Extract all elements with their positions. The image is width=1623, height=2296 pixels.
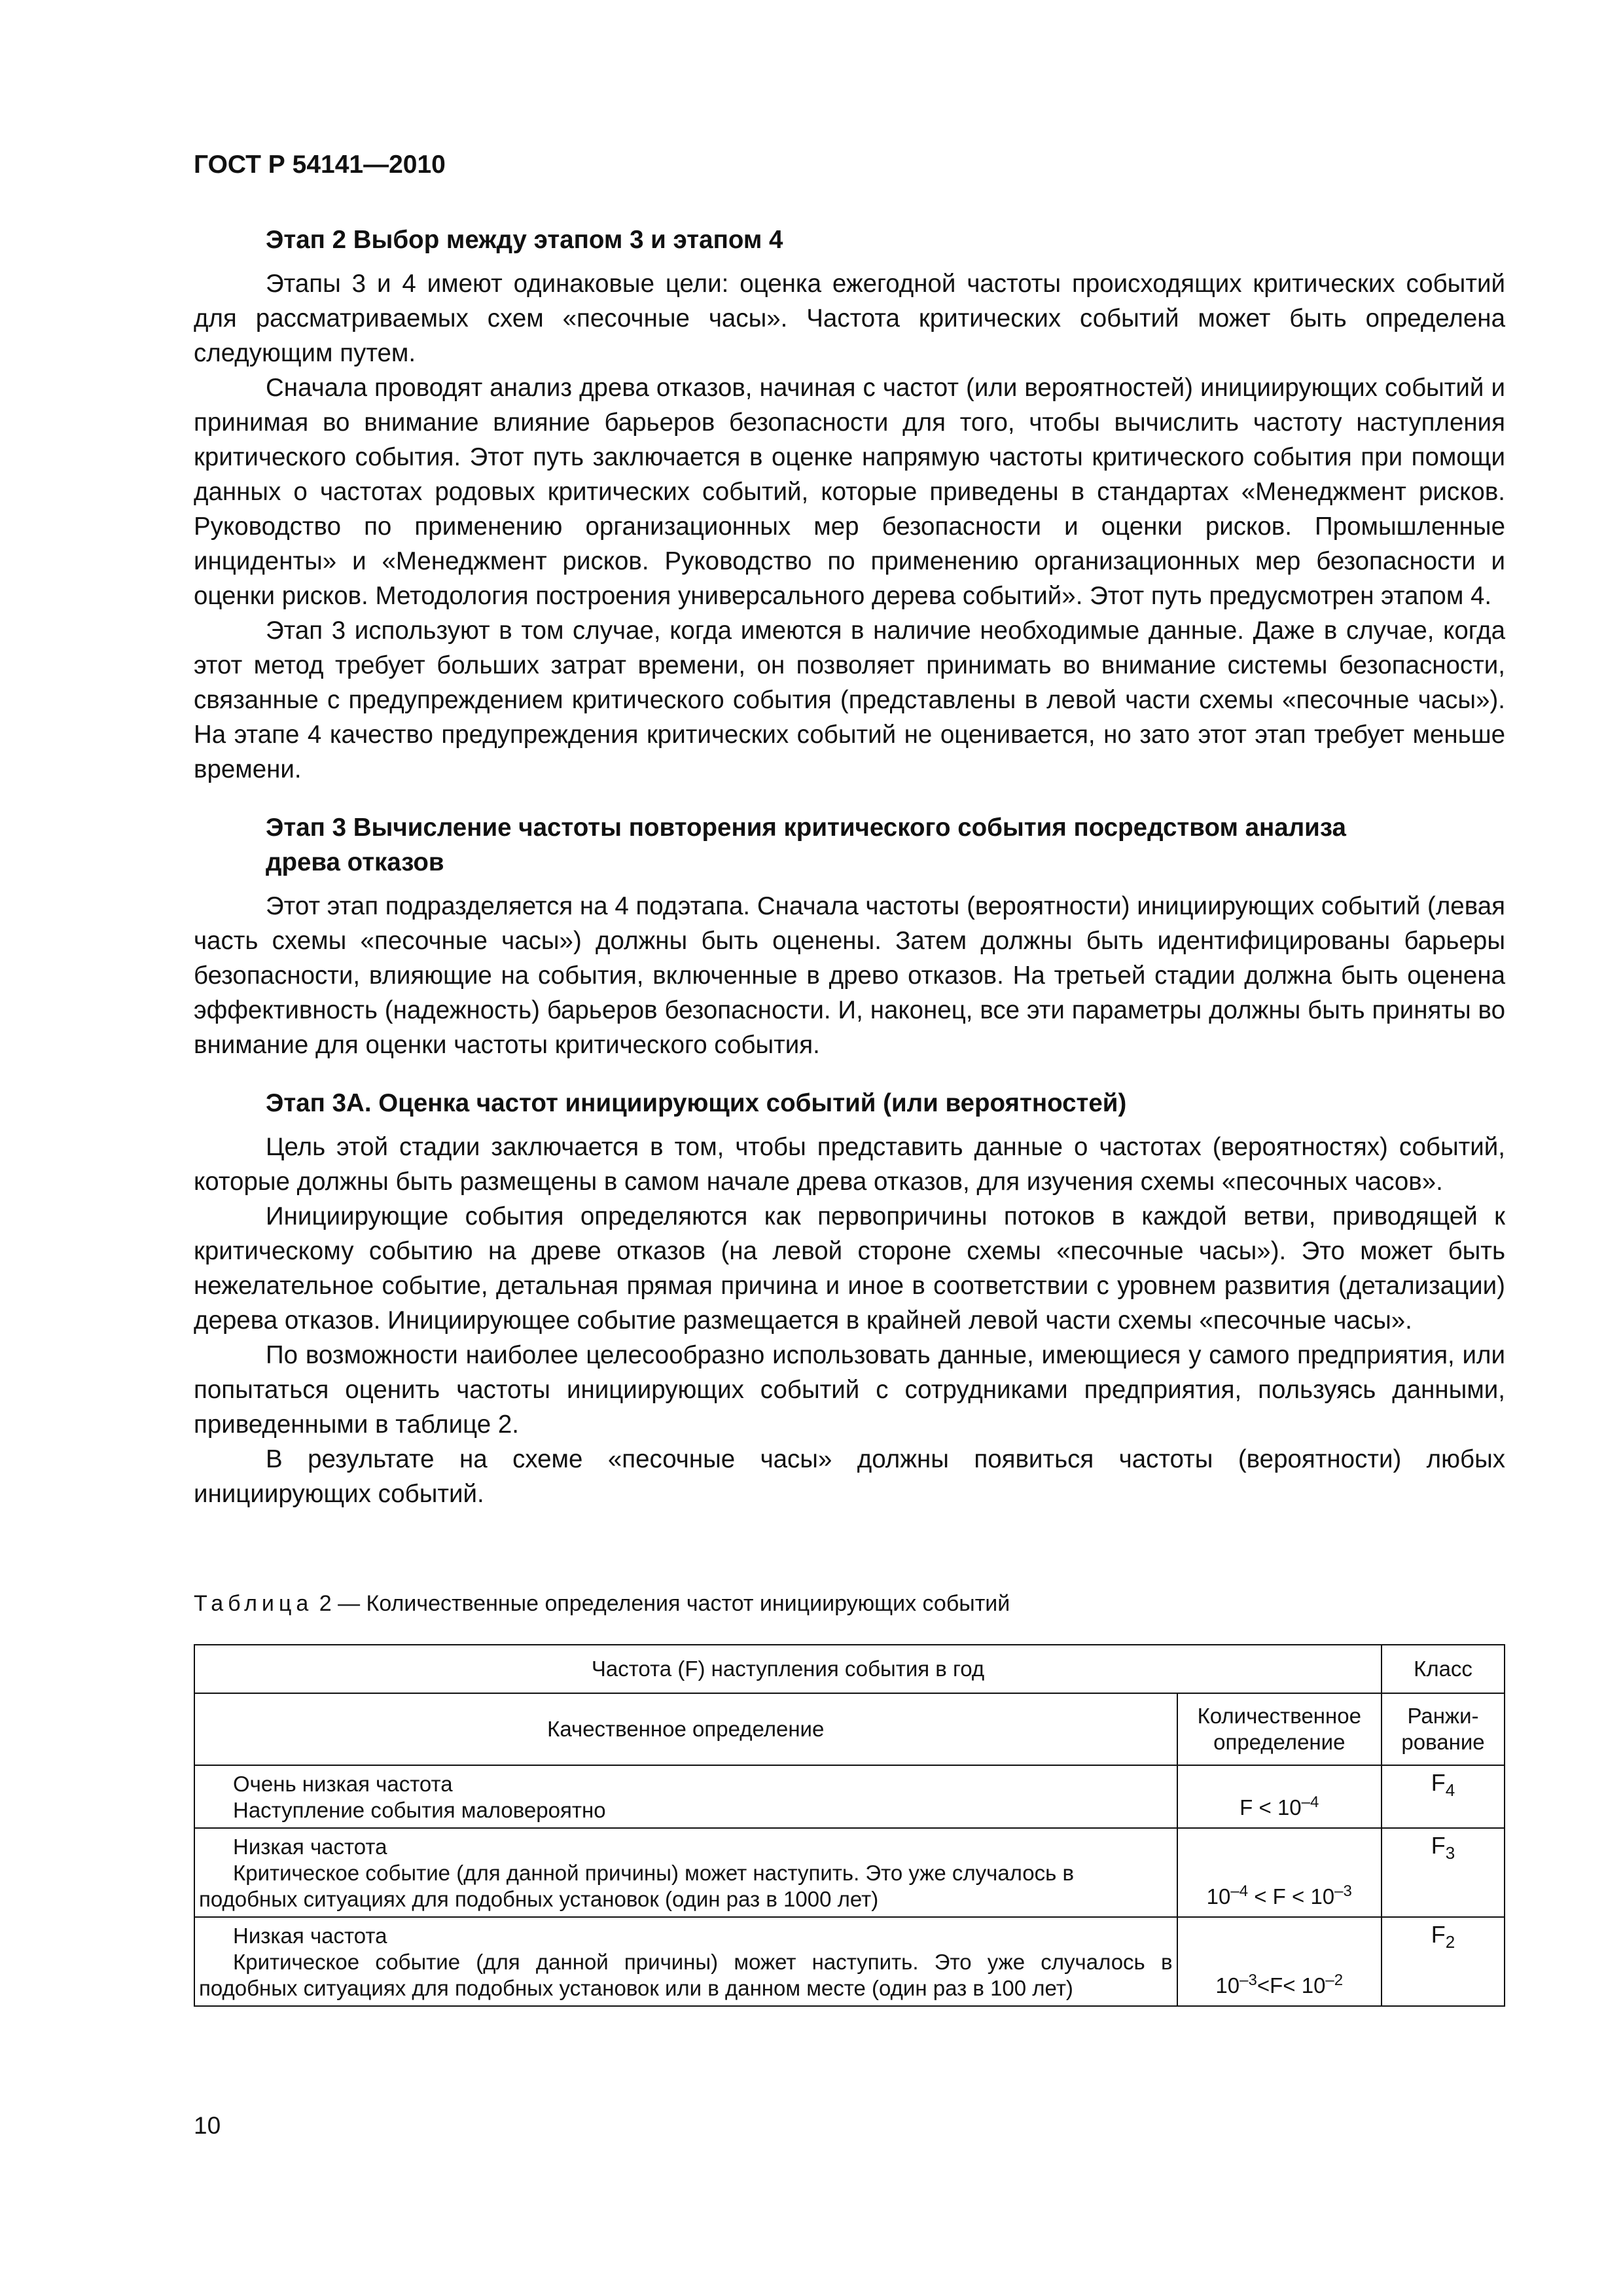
qualitative-cell	[194, 1828, 1177, 1917]
row-title: Очень низкая частота	[233, 1772, 453, 1796]
paragraph: Этап 3 используют в том случае, когда имеются в наличие необходимые данные. Даже в случае, когда этот метод требует больших затрат времени, он позволяет принимать во внимание системы безопасности, связанные с предупреждением критического события (представлены в левой части схемы «песочные часы»). На этапе 4 качество предупреждения критических событий не оценивается, но зато этот этап требует меньше времени.	[194, 617, 1505, 783]
section-heading-stage-3a	[194, 1086, 1505, 1121]
paragraph: Инициирующие события определяются как первопричины потоков в каждой ветви, приводящей к критическому событию на древе отказов (на левой стороне схемы «песочные часы»). Это может быть нежелательное событие, детальная прямая причина и иное в соответствии с уровнем развития (детализации) дерева отказов. Инициирующее событие размещается в крайней левой части схемы «песочные часы».	[194, 1202, 1505, 1335]
table-caption	[194, 1590, 1010, 1617]
document-page	[194, 0, 1505, 2296]
header-quantitative	[1177, 1693, 1382, 1765]
qualitative-cell	[194, 1917, 1177, 2006]
table-header-row	[194, 1645, 1505, 1693]
paragraph: Этот этап подразделяется на 4 подэтапа. Сначала частоты (вероятности) инициирующих событий (левая часть схемы «песочные часы») должны быть оценены. Затем должны быть идентифицированы барьеры безопасности, влияющие на события, включенные в древо отказов. На третьей стадии должна быть оценена эффективность (надежность) барьеров безопасности. И, наконец, все эти параметры должны быть приняты во внимание для оценки частоты критического события.	[194, 892, 1505, 1059]
heading-line: Этап 3А. Оценка частот инициирующих событий (или вероятностей)	[266, 1089, 1127, 1117]
paragraph: Цель этой стадии заключается в том, чтобы представить данные о частотах (вероятностях) событий, которые должны быть размещены в самом начале древа отказов, для изучения схемы «песочных часов».	[194, 1133, 1505, 1196]
row-title: Низкая частота	[233, 1924, 387, 1948]
table-row	[194, 1828, 1505, 1917]
document-body	[194, 223, 1505, 1511]
table-subheader-row	[194, 1693, 1505, 1765]
paragraph: Этапы 3 и 4 имеют одинаковые цели: оценка ежегодной частоты происходящих критических событий для рассматриваемых схем «песочные часы». Частота критических событий может быть определена следующим путем.	[194, 270, 1505, 367]
section-heading-stage-3	[194, 810, 1505, 880]
table-row	[194, 1917, 1505, 2006]
row-description: Критическое событие (для данной причины) может наступить. Это уже случалось в подобных ситуациях для подобных установок или в данном месте (один раз в 100 лет)	[199, 1950, 1173, 2000]
paragraph: Сначала проводят анализ древа отказов, начиная с частот (или вероятностей) инициирующих событий и принимая во внимание влияние барьеров безопасности для того, чтобы вычислить частоту наступления критического события. Этот путь заключается в оценке напрямую частоты критического события при помощи данных о частотах родовых критических событий, которые приведены в стандартах «Менеджмент рисков. Руководство по применению организационных мер безопасности и оценки рисков. Промышленные инциденты» и «Менеджмент рисков. Руководство по применению организационных мер безопасности и оценки рисков. Методология построения универсального дерева событий». Этот путь предусмотрен этапом 4.	[194, 374, 1505, 610]
page-number: 10	[194, 2112, 221, 2139]
frequency-table	[194, 1644, 1505, 2007]
header-quantitative-line: Количественное	[1197, 1704, 1361, 1728]
class-cell: $F_4$	[1382, 1765, 1505, 1828]
table-caption-text: 2 — Количественные определения частот инициирующих событий	[313, 1591, 1010, 1616]
table-caption-label: Таблица	[194, 1591, 313, 1616]
header-quantitative-line: определение	[1213, 1730, 1346, 1754]
quantitative-cell: $F < 10^{-4}$	[1177, 1765, 1382, 1828]
row-title: Низкая частота	[233, 1835, 387, 1859]
quantitative-cell: $10^{-4} < F < 10^{-3}$	[1177, 1828, 1382, 1917]
document-id: ГОСТ Р 54141—2010	[194, 151, 446, 179]
row-description: Наступление события маловероятно	[233, 1798, 606, 1822]
paragraph: По возможности наиболее целесообразно использовать данные, имеющиеся у самого предприятия, или попытаться оценить частоты инициирующих событий с сотрудниками предприятия, пользуясь данными, приведенными в таблице 2.	[194, 1341, 1505, 1439]
table-row	[194, 1765, 1505, 1828]
header-ranking-line: Ранжи-	[1407, 1704, 1479, 1728]
heading-line: Этап 3 Вычисление частоты повторения критического события посредством анализа	[266, 814, 1346, 842]
heading-line: древа отказов	[266, 848, 444, 876]
quantitative-cell: $10^{-3}<F< 10^{-2}$	[1177, 1917, 1382, 2006]
header-qualitative: Качественное определение	[194, 1693, 1177, 1765]
header-ranking	[1382, 1693, 1505, 1765]
qualitative-cell	[194, 1765, 1177, 1828]
header-ranking-line: рование	[1401, 1730, 1485, 1754]
header-frequency: Частота (F) наступления события в год	[194, 1645, 1382, 1693]
class-cell: $F_3$	[1382, 1828, 1505, 1917]
paragraph: В результате на схеме «песочные часы» должны появиться частоты (вероятности) любых инициирующих событий.	[194, 1445, 1505, 1508]
header-class: Класс	[1382, 1645, 1505, 1693]
row-description: Критическое событие (для данной причины) может наступить. Это уже случалось в подобных ситуациях для подобных установок (один раз в 1000 лет)	[199, 1861, 1075, 1911]
class-cell: $F_2$	[1382, 1917, 1505, 2006]
heading-line: Этап 2 Выбор между этапом 3 и этапом 4	[266, 226, 783, 254]
section-heading-stage-2	[194, 223, 1505, 257]
